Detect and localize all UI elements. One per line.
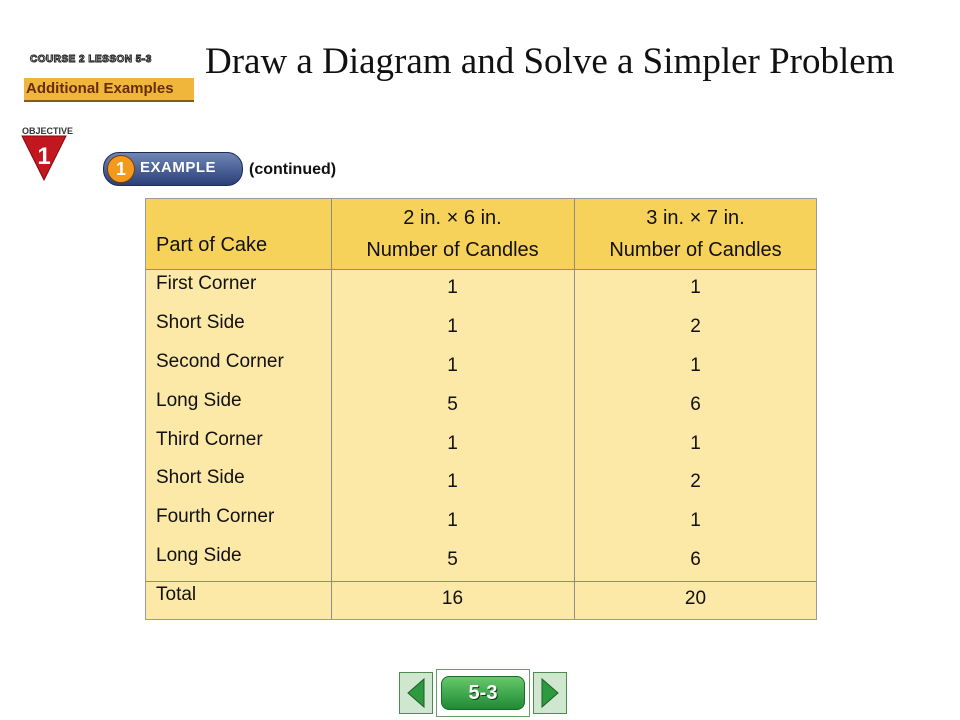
- total-value-col3: 20: [684, 588, 707, 609]
- header-col2-line1: 2 in. × 6 in.: [403, 207, 502, 229]
- row-value-col3: 1: [690, 355, 701, 376]
- row-value-col2: 1: [447, 316, 458, 337]
- example-number: 1: [107, 155, 135, 183]
- header-divider: [146, 269, 816, 270]
- total-label: Total: [156, 584, 197, 605]
- row-label: Long Side: [156, 390, 242, 411]
- previous-button[interactable]: [399, 672, 433, 714]
- row-value-col3: 1: [690, 433, 701, 454]
- row-label: Short Side: [156, 467, 245, 488]
- row-value-col2: 1: [447, 277, 458, 298]
- lesson-nav: [397, 669, 569, 717]
- candles-table: [145, 198, 817, 620]
- row-value-col3: 2: [690, 316, 701, 337]
- row-label: Long Side: [156, 545, 242, 566]
- lesson-number: 5-3: [441, 676, 525, 710]
- row-label: Fourth Corner: [156, 506, 275, 527]
- arrow-right-icon: [534, 673, 566, 713]
- additional-examples-banner: Additional Examples: [24, 78, 194, 102]
- header-col3-line1: 3 in. × 7 in.: [646, 207, 745, 229]
- header-col3-line2: Number of Candles: [609, 239, 782, 261]
- row-label: Third Corner: [156, 429, 263, 450]
- row-value-col3: 6: [690, 394, 701, 415]
- total-value-col2: 16: [441, 588, 464, 609]
- page-title: Draw a Diagram and Solve a Simpler Problem: [205, 41, 895, 82]
- course-lesson-label: COURSE 2 LESSON 5-3: [30, 54, 152, 65]
- row-value-col2: 1: [447, 471, 458, 492]
- row-value-col3: 1: [690, 277, 701, 298]
- row-value-col2: 5: [447, 549, 458, 570]
- row-value-col3: 2: [690, 471, 701, 492]
- next-button[interactable]: [533, 672, 567, 714]
- row-label: Second Corner: [156, 351, 284, 372]
- header-col2-line2: Number of Candles: [366, 239, 539, 261]
- example-label: EXAMPLE: [140, 159, 217, 176]
- row-value-col2: 5: [447, 394, 458, 415]
- row-label: First Corner: [156, 273, 257, 294]
- row-label: Short Side: [156, 312, 245, 333]
- row-value-col2: 1: [447, 510, 458, 531]
- arrow-left-icon: [400, 673, 432, 713]
- row-value-col3: 1: [690, 510, 701, 531]
- row-value-col2: 1: [447, 355, 458, 376]
- total-divider: [146, 581, 816, 582]
- row-value-col3: 6: [690, 549, 701, 570]
- objective-number: 1: [37, 143, 51, 170]
- lesson-home-button[interactable]: [436, 669, 530, 717]
- header-part-of-cake: Part of Cake: [156, 234, 268, 256]
- objective-label: OBJECTIVE: [22, 126, 74, 136]
- row-value-col2: 1: [447, 433, 458, 454]
- continued-label: (continued): [249, 161, 337, 178]
